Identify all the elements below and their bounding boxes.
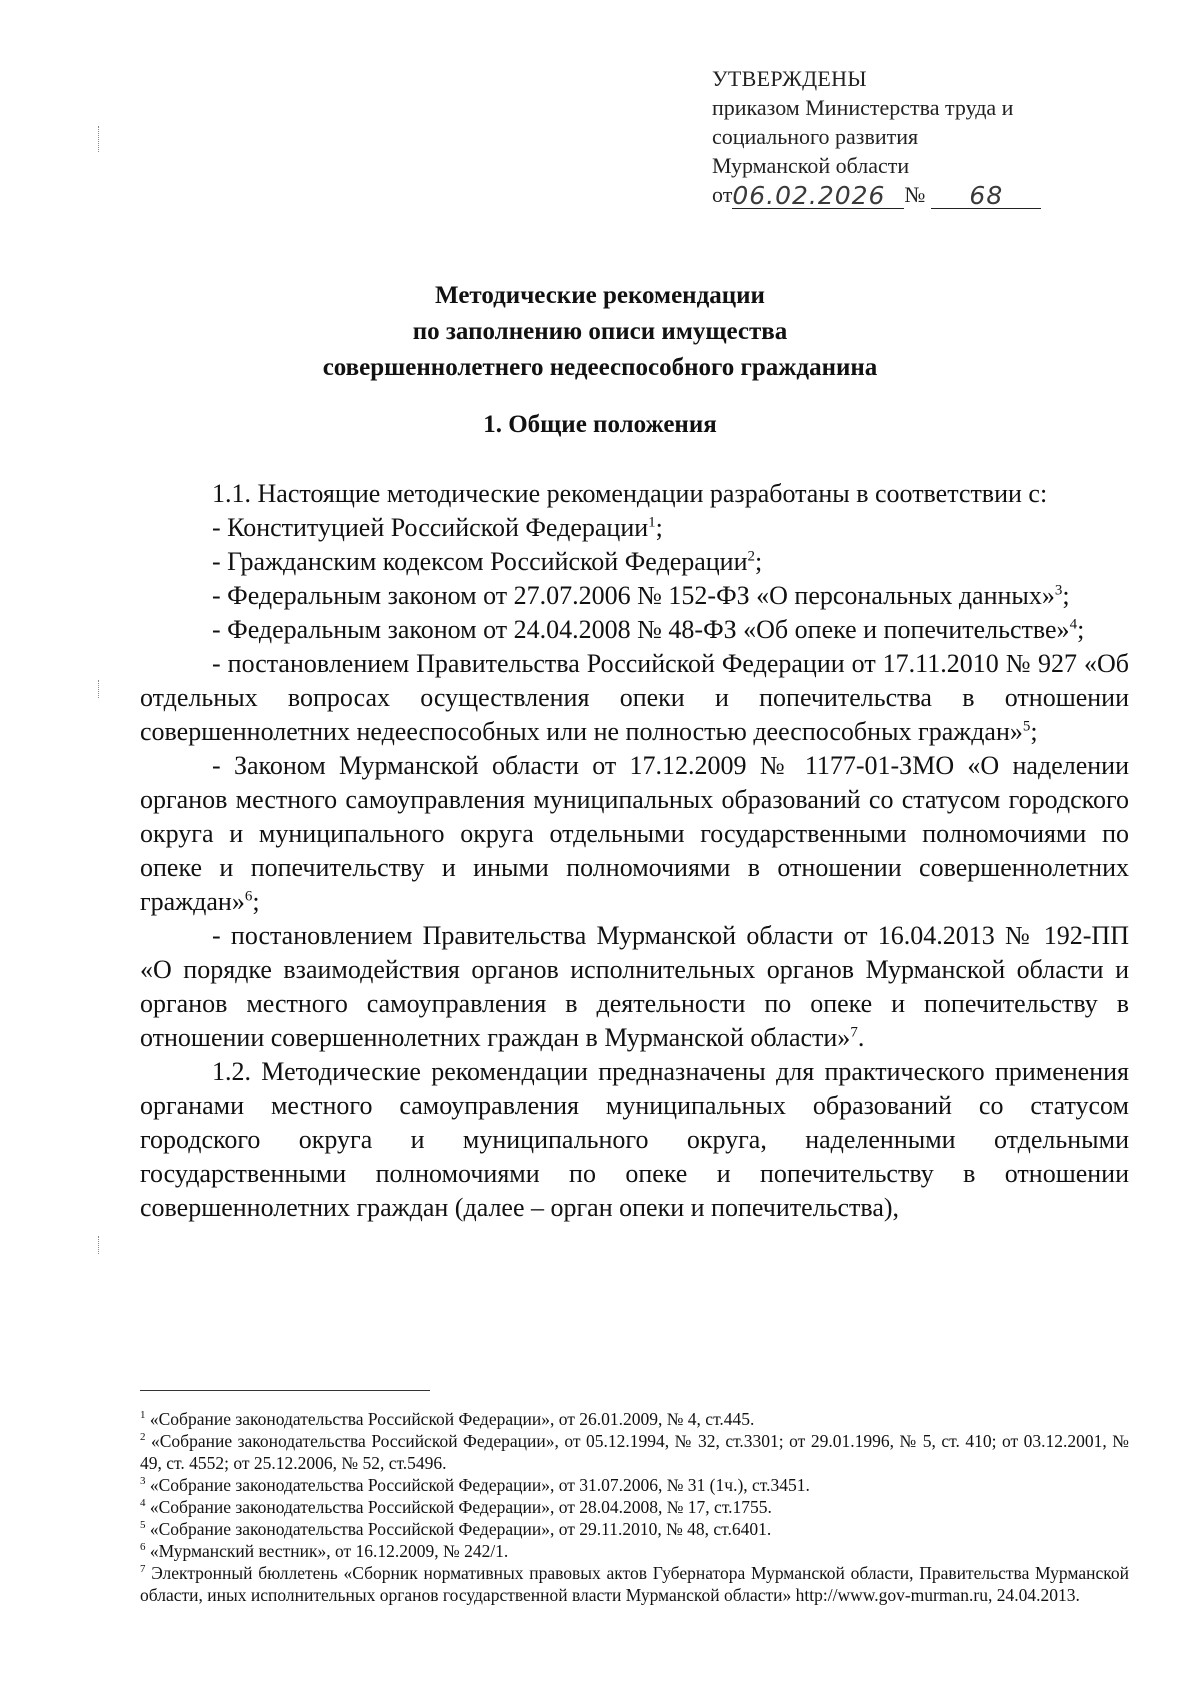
title-line: совершеннолетнего недееспособного гражданина	[322, 354, 878, 381]
list-item: - Федеральным законом от 24.04.2008 № 48-ФЗ «Об опеке и попечительстве»$^4$;	[212, 615, 1085, 644]
title-line: Методические рекомендации	[435, 282, 765, 309]
title-line: по заполнению описи имущества	[412, 318, 788, 345]
scan-margin-mark	[98, 1236, 100, 1254]
approval-line: Мурманской области	[712, 153, 910, 178]
footnote-ref: 2	[747, 548, 756, 565]
paragraph-1-1: 1.1. Настоящие методические рекомендации разработаны в соответствии с:	[212, 479, 1048, 508]
list-item: - Законом Мурманской области от 17.12.2009 № 1177-01-ЗМО «О наделении органов местного самоуправления муниципальных образований со статусом городского округа и муниципального округа отдельными государственными полномочиями по опеке и попечительству и иными полномочиями в отношении совершеннолетних граждан»$^6$;	[140, 751, 1129, 916]
list-item: - Федеральным законом от 27.07.2006 № 152-ФЗ «О персональных данных»$^3$;	[212, 581, 1070, 610]
footnote-ref: 1	[648, 514, 656, 531]
number-label: №	[904, 182, 926, 207]
handwritten-date: 06.02.2026	[732, 184, 904, 209]
footnote-ref: 7	[850, 1024, 858, 1041]
approval-line: социального развития	[712, 124, 919, 149]
footnote: $^5$ «Собрание законодательства Российской Федерации», от 29.11.2010, № 48, ст.6401.	[140, 1519, 772, 1539]
footnote-ref: 3	[1054, 582, 1063, 599]
date-prefix: от	[712, 182, 733, 207]
footnote: $^7$ Электронный бюллетень «Сборник нормативных правовых актов Губернатора Мурманской области, Правительства Мурманской области, иных исполнительных органов государственной власти Мурманской области» http://www.gov-murman.ru, 24.04.2013.	[140, 1563, 1129, 1605]
footnote: $^4$ «Собрание законодательства Российской Федерации», от 28.04.2008, № 17, ст.1755.	[140, 1497, 772, 1517]
approval-heading: УТВЕРЖДЕНЫ	[712, 66, 867, 91]
scan-margin-mark	[98, 680, 100, 698]
footnote-separator	[140, 1390, 430, 1391]
list-item: - Гражданским кодексом Российской Федерации$^2$;	[212, 547, 763, 576]
handwritten-number: 68	[931, 184, 1041, 209]
paragraph-1-2: 1.2. Методические рекомендации предназначены для практического применения органами местного самоуправления муниципальных образований со статусом городского округа и муниципального округа, наделенными отдельными государственными полномочиями по опеке и попечительству в отношении совершеннолетних граждан (далее – орган опеки и попечительства),	[140, 1057, 1129, 1222]
footnotes	[140, 1408, 1129, 1606]
footnote: $^1$ «Собрание законодательства Российской Федерации», от 26.01.2009, № 4, ст.445.	[140, 1409, 755, 1429]
footnote: $^2$ «Собрание законодательства Российской Федерации», от 05.12.1994, № 32, ст.3301; от 29.01.1996, № 5, ст. 410; от 03.12.2001, № 49, ст. 4552; от 25.12.2006, № 52, ст.5496.	[140, 1431, 1129, 1473]
approval-line: приказом Министерства труда и	[712, 95, 1014, 120]
list-item: - Конституцией Российской Федерации$^1$;	[212, 513, 663, 542]
list-item: - постановлением Правительства Мурманской области от 16.04.2013 № 192-ПП «О порядке взаимодействия органов исполнительных органов Мурманской области и органов местного самоуправления в деятельности по опеке и попечительству в отношении совершеннолетних граждан в Мурманской области»$^7$.	[140, 921, 1129, 1052]
section-heading: 1. Общие положения	[483, 411, 717, 438]
document-body	[140, 477, 1129, 1225]
footnote-ref: 5	[1022, 718, 1031, 735]
document-title	[140, 278, 1060, 386]
footnote: $^6$ «Мурманский вестник», от 16.12.2009, № 242/1.	[140, 1541, 509, 1561]
approval-date-number	[712, 180, 1041, 209]
footnote-ref: 4	[1069, 616, 1078, 633]
approval-block	[712, 64, 1041, 209]
footnote-ref: 6	[244, 888, 253, 905]
footnote: $^3$ «Собрание законодательства Российской Федерации», от 31.07.2006, № 31 (1ч.), ст.3451.	[140, 1475, 810, 1495]
scan-margin-mark	[98, 126, 100, 152]
list-item: - постановлением Правительства Российской Федерации от 17.11.2010 № 927 «Об отдельных вопросах осуществления опеки и попечительства в отношении совершеннолетних недееспособных или не полностью дееспособных граждан»$^5$;	[140, 649, 1129, 746]
